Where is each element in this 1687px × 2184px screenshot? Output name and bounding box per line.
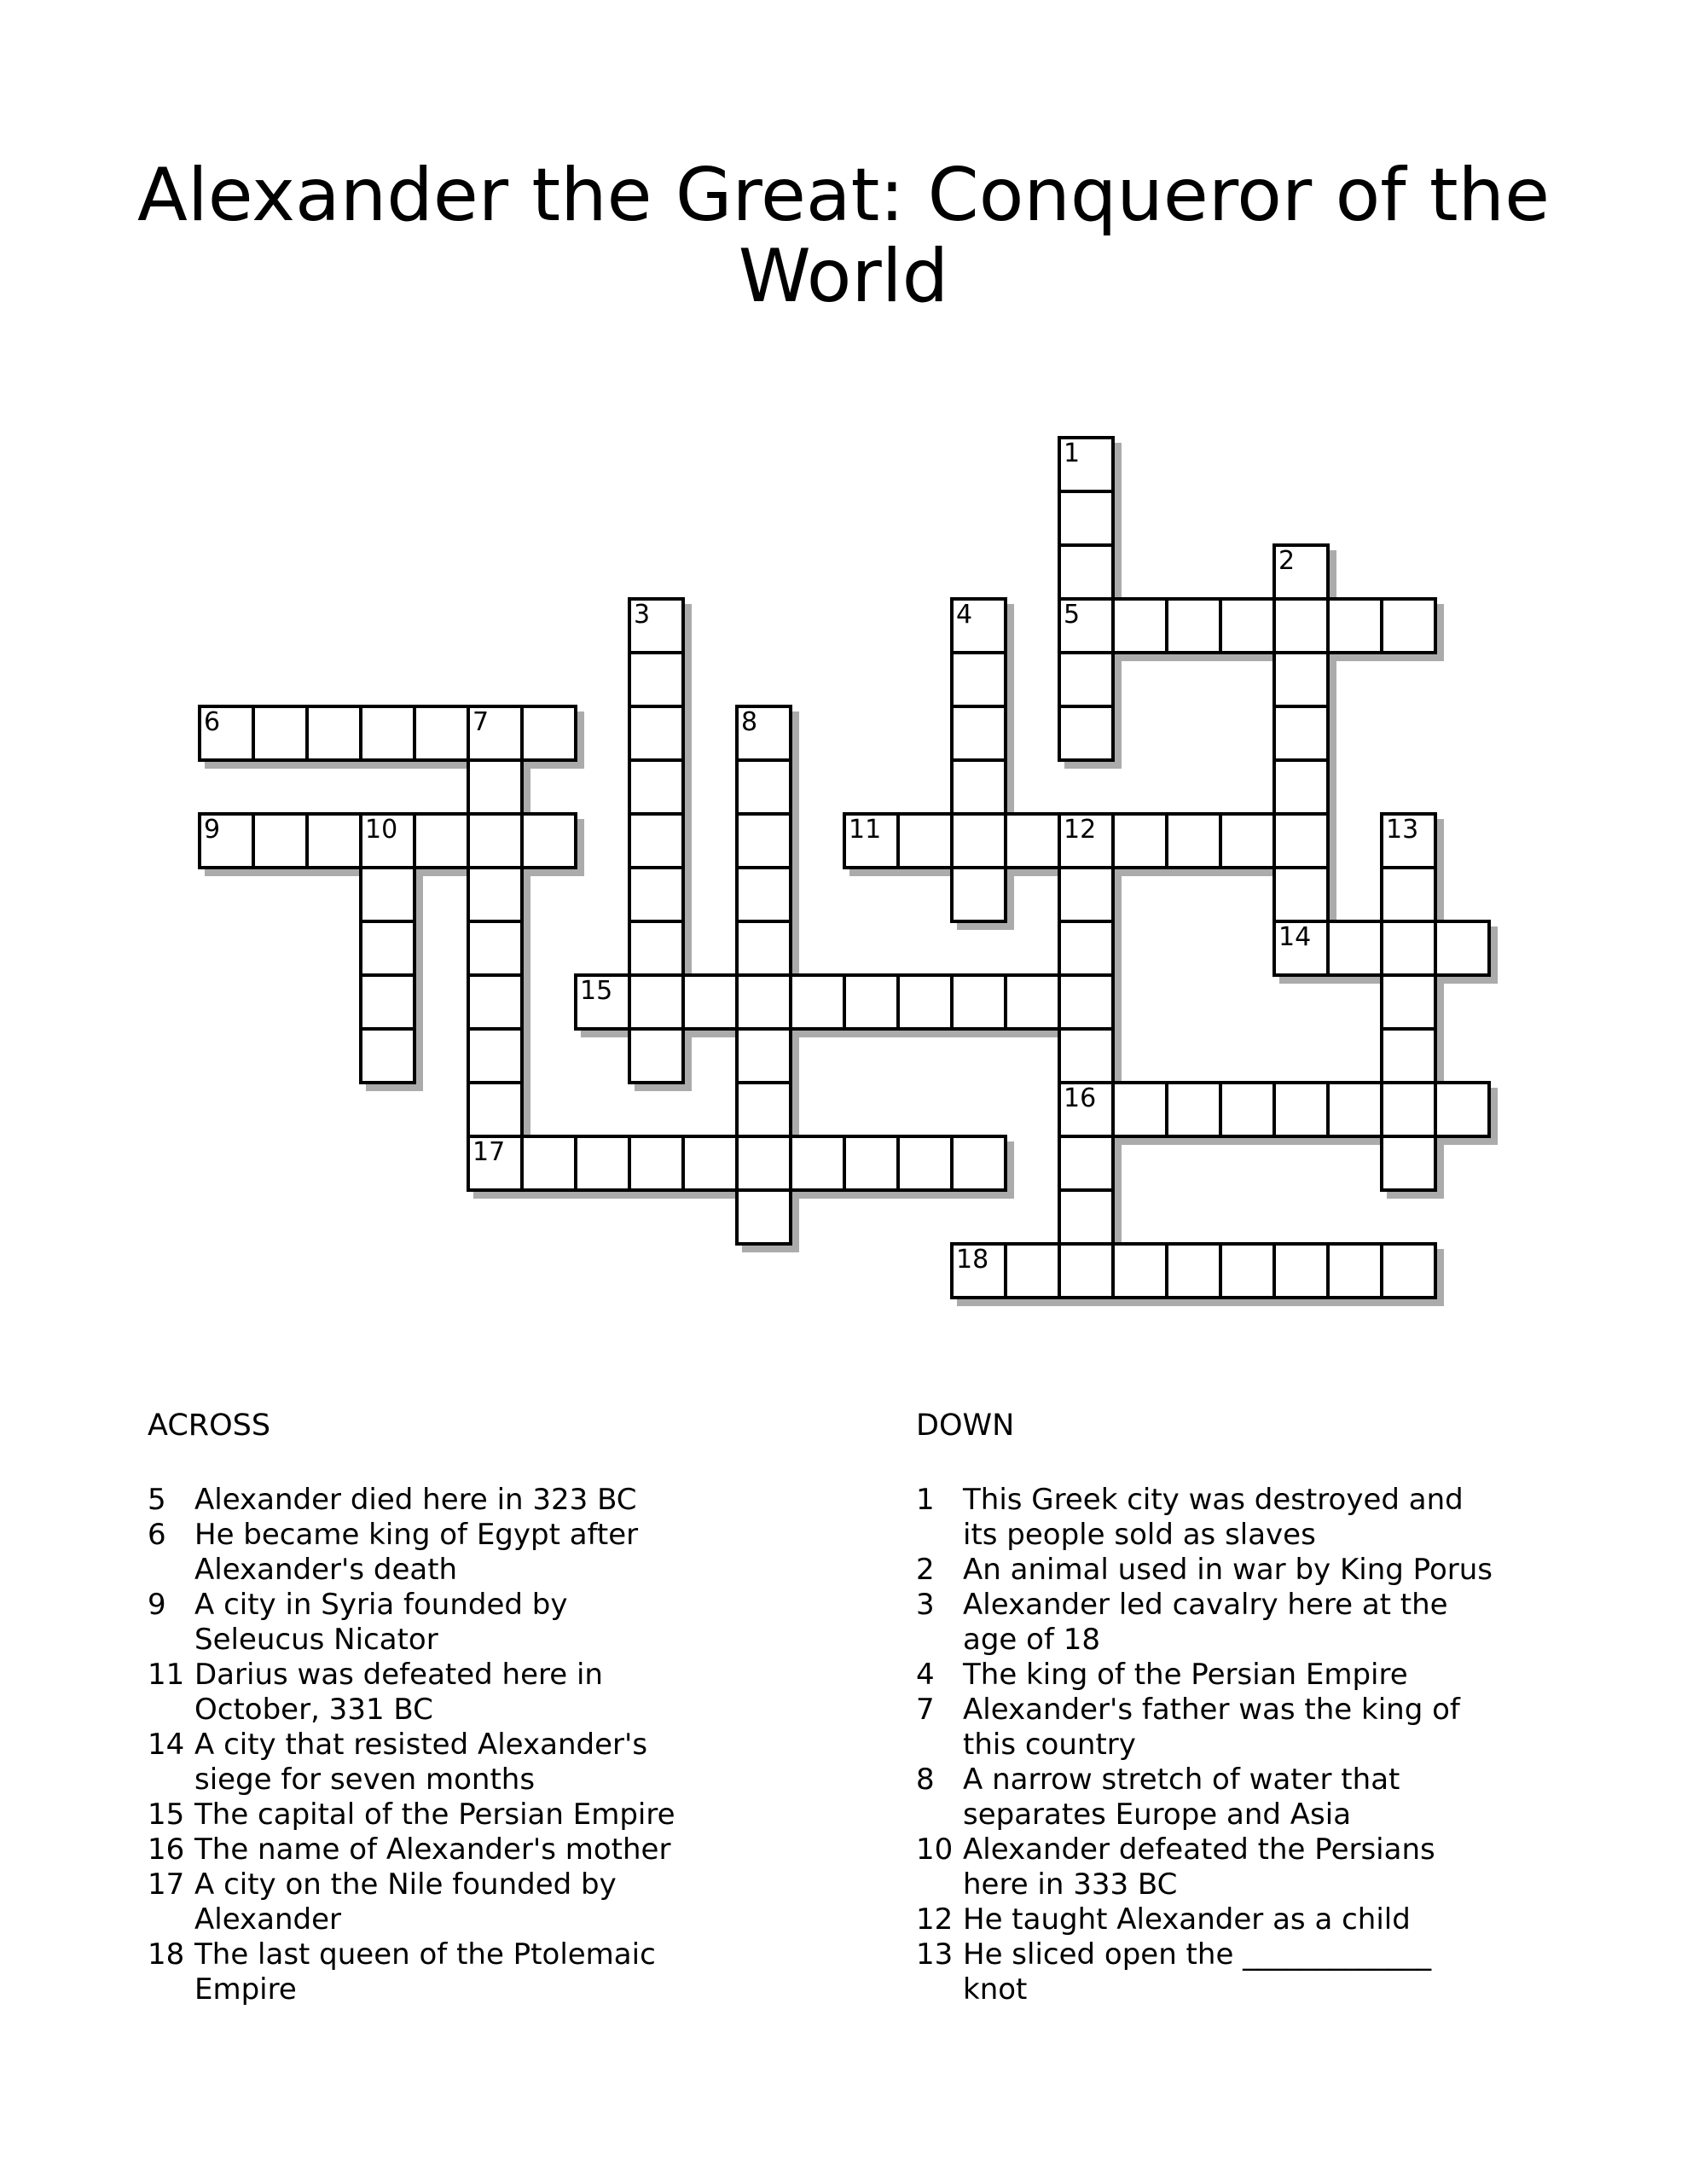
grid-cell[interactable] [628, 705, 685, 762]
grid-cell[interactable] [574, 973, 631, 1031]
clue-text: A city on the Nile founded by Alexander [194, 1867, 617, 1937]
cell-number: 14 [1278, 922, 1312, 952]
grid-cell[interactable] [1111, 1081, 1168, 1138]
grid-cell[interactable] [1058, 543, 1115, 601]
grid-cell[interactable] [305, 812, 362, 869]
grid-cell[interactable] [789, 973, 846, 1031]
grid-cell[interactable] [896, 1135, 954, 1192]
clue-row [148, 1518, 796, 1588]
cell-number: 6 [204, 707, 221, 737]
grid-cell[interactable] [1058, 1188, 1115, 1246]
clue-text: A city that resisted Alexander's siege for seven months [194, 1728, 648, 1797]
clue-number: 3 [916, 1588, 935, 1622]
grid-cell[interactable] [1380, 920, 1437, 977]
grid-cell[interactable] [950, 1135, 1007, 1192]
grid-cell[interactable] [574, 1135, 631, 1192]
grid-cell[interactable] [198, 705, 255, 762]
grid-cell[interactable] [1380, 1027, 1437, 1084]
grid-cell[interactable] [950, 758, 1007, 816]
clue-number: 14 [148, 1728, 185, 1762]
grid-cell[interactable] [735, 758, 792, 816]
cell-number: 4 [956, 600, 973, 630]
grid-cell[interactable] [1004, 1242, 1061, 1299]
grid-cell[interactable] [520, 705, 577, 762]
grid-cell[interactable] [1058, 436, 1115, 493]
grid-cell[interactable] [467, 812, 524, 869]
grid-cell[interactable] [628, 758, 685, 816]
grid-cell[interactable] [681, 973, 739, 1031]
grid-cell[interactable] [1272, 812, 1330, 869]
cell-number: 8 [741, 707, 758, 737]
grid-cell[interactable] [735, 1188, 792, 1246]
cell-number: 1 [1064, 439, 1081, 468]
clue-row [916, 1763, 1598, 1833]
cell-number: 17 [472, 1137, 506, 1167]
across-heading: ACROSS [148, 1409, 271, 1443]
clue-text: Alexander's father was the king of this country [963, 1693, 1460, 1762]
clue-text: He taught Alexander as a child [963, 1902, 1411, 1937]
clue-row [148, 1588, 796, 1658]
grid-cell[interactable] [1219, 1242, 1276, 1299]
grid-cell[interactable] [1058, 1135, 1115, 1192]
grid-cell[interactable] [1165, 597, 1222, 654]
grid-cell[interactable] [950, 973, 1007, 1031]
down-clues-section [916, 1409, 1598, 2007]
clue-row [916, 1902, 1598, 1937]
grid-cell[interactable] [1058, 1027, 1115, 1084]
cell-number: 9 [204, 815, 221, 845]
clue-text: An animal used in war by King Porus [963, 1553, 1493, 1587]
grid-cell[interactable] [735, 1135, 792, 1192]
clue-text: The name of Alexander's mother [194, 1833, 671, 1867]
grid-cell[interactable] [413, 705, 470, 762]
grid-cell[interactable] [1165, 812, 1222, 869]
grid-cell[interactable] [1272, 597, 1330, 654]
clue-row [148, 1833, 796, 1867]
clue-text: The last queen of the Ptolemaic Empire [194, 1937, 656, 2007]
grid-cell[interactable] [1004, 973, 1061, 1031]
clue-number: 16 [148, 1833, 185, 1867]
grid-cell[interactable] [1111, 1242, 1168, 1299]
clue-text: This Greek city was destroyed and its people sold as slaves [963, 1483, 1464, 1552]
clue-number: 12 [916, 1902, 954, 1937]
clue-number: 9 [148, 1588, 166, 1622]
grid-cell[interactable] [1272, 866, 1330, 923]
grid-cell[interactable] [735, 1081, 792, 1138]
clue-text: A city in Syria founded by Seleucus Nicator [194, 1588, 568, 1657]
clue-text: The capital of the Persian Empire [194, 1798, 675, 1832]
grid-cell[interactable] [1058, 597, 1115, 654]
grid-cell[interactable] [950, 597, 1007, 654]
grid-cell[interactable] [252, 812, 309, 869]
grid-cell[interactable] [1272, 1081, 1330, 1138]
grid-cell[interactable] [950, 651, 1007, 708]
grid-cell[interactable] [1272, 651, 1330, 708]
clue-text: A narrow stretch of water that separates Europe and Asia [963, 1763, 1400, 1832]
grid-cell[interactable] [950, 1242, 1007, 1299]
cell-number: 18 [956, 1245, 989, 1275]
cell-number: 12 [1064, 815, 1097, 845]
clue-row [916, 1937, 1598, 2007]
grid-cell[interactable] [413, 812, 470, 869]
clue-row [916, 1833, 1598, 1902]
clue-number: 4 [916, 1658, 935, 1692]
clue-number: 7 [916, 1693, 935, 1727]
grid-cell[interactable] [1326, 597, 1383, 654]
grid-cell[interactable] [628, 597, 685, 654]
grid-cell[interactable] [1326, 920, 1383, 977]
clue-text: Darius was defeated here in October, 331 BC [194, 1658, 603, 1727]
grid-cell[interactable] [1380, 1242, 1437, 1299]
grid-cell[interactable] [735, 812, 792, 869]
grid-cell[interactable] [305, 705, 362, 762]
clue-number: 5 [148, 1483, 166, 1517]
grid-cell[interactable] [735, 920, 792, 977]
grid-cell[interactable] [735, 973, 792, 1031]
clue-text: Alexander defeated the Persians here in 333 BC [963, 1833, 1435, 1902]
across-clue-list [148, 1483, 796, 2007]
clue-row [916, 1483, 1598, 1553]
grid-cell[interactable] [1380, 973, 1437, 1031]
grid-cell[interactable] [843, 973, 900, 1031]
grid-cell[interactable] [1219, 812, 1276, 869]
grid-cell[interactable] [1272, 920, 1330, 977]
cell-number: 15 [580, 976, 613, 1006]
cell-number: 3 [634, 600, 651, 630]
clue-number: 6 [148, 1518, 166, 1552]
grid-cell[interactable] [359, 705, 416, 762]
clue-text: He sliced open the _____________ knot [963, 1937, 1432, 2007]
clue-number: 10 [916, 1833, 954, 1867]
grid-cell[interactable] [359, 1027, 416, 1084]
grid-cell[interactable] [1272, 705, 1330, 762]
clue-number: 2 [916, 1553, 935, 1587]
grid-cell[interactable] [1434, 1081, 1491, 1138]
grid-cell[interactable] [1058, 1081, 1115, 1138]
grid-cell[interactable] [628, 812, 685, 869]
cell-number: 7 [472, 707, 490, 737]
grid-cell[interactable] [359, 973, 416, 1031]
grid-cell[interactable] [359, 866, 416, 923]
clue-number: 15 [148, 1798, 185, 1832]
grid-cell[interactable] [467, 973, 524, 1031]
grid-cell[interactable] [1434, 920, 1491, 977]
grid-cell[interactable] [1058, 1242, 1115, 1299]
clue-number: 1 [916, 1483, 935, 1517]
grid-cell[interactable] [1058, 705, 1115, 762]
grid-cell[interactable] [843, 1135, 900, 1192]
grid-cell[interactable] [628, 1135, 685, 1192]
grid-cell[interactable] [467, 1135, 524, 1192]
grid-cell[interactable] [1111, 812, 1168, 869]
grid-cell[interactable] [1272, 758, 1330, 816]
clue-row [916, 1588, 1598, 1658]
grid-cell[interactable] [520, 1135, 577, 1192]
clue-row [148, 1658, 796, 1728]
cell-number: 13 [1386, 815, 1419, 845]
grid-cell[interactable] [1380, 1081, 1437, 1138]
clue-row [916, 1553, 1598, 1588]
clue-row [148, 1867, 796, 1937]
grid-cell[interactable] [628, 651, 685, 708]
grid-cell[interactable] [628, 920, 685, 977]
grid-cell[interactable] [1058, 866, 1115, 923]
grid-cell[interactable] [1326, 1081, 1383, 1138]
grid-cell[interactable] [735, 1027, 792, 1084]
clue-row [148, 1483, 796, 1518]
grid-cell[interactable] [681, 1135, 739, 1192]
grid-cell[interactable] [1380, 597, 1437, 654]
cell-number: 16 [1064, 1083, 1097, 1113]
grid-cell[interactable] [1272, 1242, 1330, 1299]
grid-cell[interactable] [950, 866, 1007, 923]
clue-row [916, 1658, 1598, 1693]
grid-cell[interactable] [252, 705, 309, 762]
cell-number: 5 [1064, 600, 1081, 630]
grid-cell[interactable] [896, 812, 954, 869]
clue-text: The king of the Persian Empire [963, 1658, 1408, 1692]
grid-cell[interactable] [950, 812, 1007, 869]
grid-cell[interactable] [1326, 1242, 1383, 1299]
clue-text: Alexander died here in 323 BC [194, 1483, 637, 1517]
grid-cell[interactable] [1380, 812, 1437, 869]
grid-cell[interactable] [520, 812, 577, 869]
puzzle-title: Alexander the Great: Conqueror of the World [137, 153, 1550, 319]
grid-cell[interactable] [1380, 1135, 1437, 1192]
grid-cell[interactable] [1165, 1242, 1222, 1299]
down-heading: DOWN [916, 1409, 1015, 1443]
grid-cell[interactable] [198, 812, 255, 869]
grid-cell[interactable] [735, 705, 792, 762]
across-clues-section [148, 1409, 796, 2007]
clue-number: 13 [916, 1937, 954, 1972]
grid-cell[interactable] [789, 1135, 846, 1192]
clue-row [148, 1728, 796, 1798]
grid-cell[interactable] [1058, 490, 1115, 547]
clue-number: 8 [916, 1763, 935, 1797]
grid-cell[interactable] [467, 705, 524, 762]
clue-text: He became king of Egypt after Alexander's death [194, 1518, 639, 1587]
grid-cell[interactable] [1111, 597, 1168, 654]
cell-number: 2 [1278, 546, 1296, 576]
grid-cell[interactable] [1272, 543, 1330, 601]
grid-cell[interactable] [467, 1081, 524, 1138]
grid-cell[interactable] [628, 973, 685, 1031]
grid-cell[interactable] [896, 973, 954, 1031]
grid-cell[interactable] [628, 866, 685, 923]
cell-number: 10 [365, 815, 398, 845]
grid-cell[interactable] [628, 1027, 685, 1084]
grid-cell[interactable] [359, 812, 416, 869]
clue-row [148, 1937, 796, 2007]
grid-cell[interactable] [359, 920, 416, 977]
cell-number: 11 [849, 815, 882, 845]
grid-cell[interactable] [950, 705, 1007, 762]
grid-cell[interactable] [1165, 1081, 1222, 1138]
grid-cell[interactable] [1058, 973, 1115, 1031]
clue-number: 18 [148, 1937, 185, 1972]
grid-cell[interactable] [843, 812, 900, 869]
grid-cell[interactable] [1058, 651, 1115, 708]
clue-row [916, 1693, 1598, 1763]
grid-cell[interactable] [1219, 597, 1276, 654]
clue-text: Alexander led cavalry here at the age of 18 [963, 1588, 1448, 1657]
grid-cell[interactable] [1058, 920, 1115, 977]
grid-cell[interactable] [1004, 812, 1061, 869]
clue-number: 17 [148, 1867, 185, 1902]
grid-cell[interactable] [1219, 1081, 1276, 1138]
clue-number: 11 [148, 1658, 185, 1692]
grid-cell[interactable] [467, 758, 524, 816]
grid-cell[interactable] [1058, 812, 1115, 869]
grid-cell[interactable] [467, 920, 524, 977]
clue-row [148, 1798, 796, 1833]
grid-cell[interactable] [1380, 866, 1437, 923]
grid-cell[interactable] [467, 1027, 524, 1084]
grid-cell[interactable] [735, 866, 792, 923]
down-clue-list [916, 1483, 1598, 2007]
grid-cell[interactable] [467, 866, 524, 923]
